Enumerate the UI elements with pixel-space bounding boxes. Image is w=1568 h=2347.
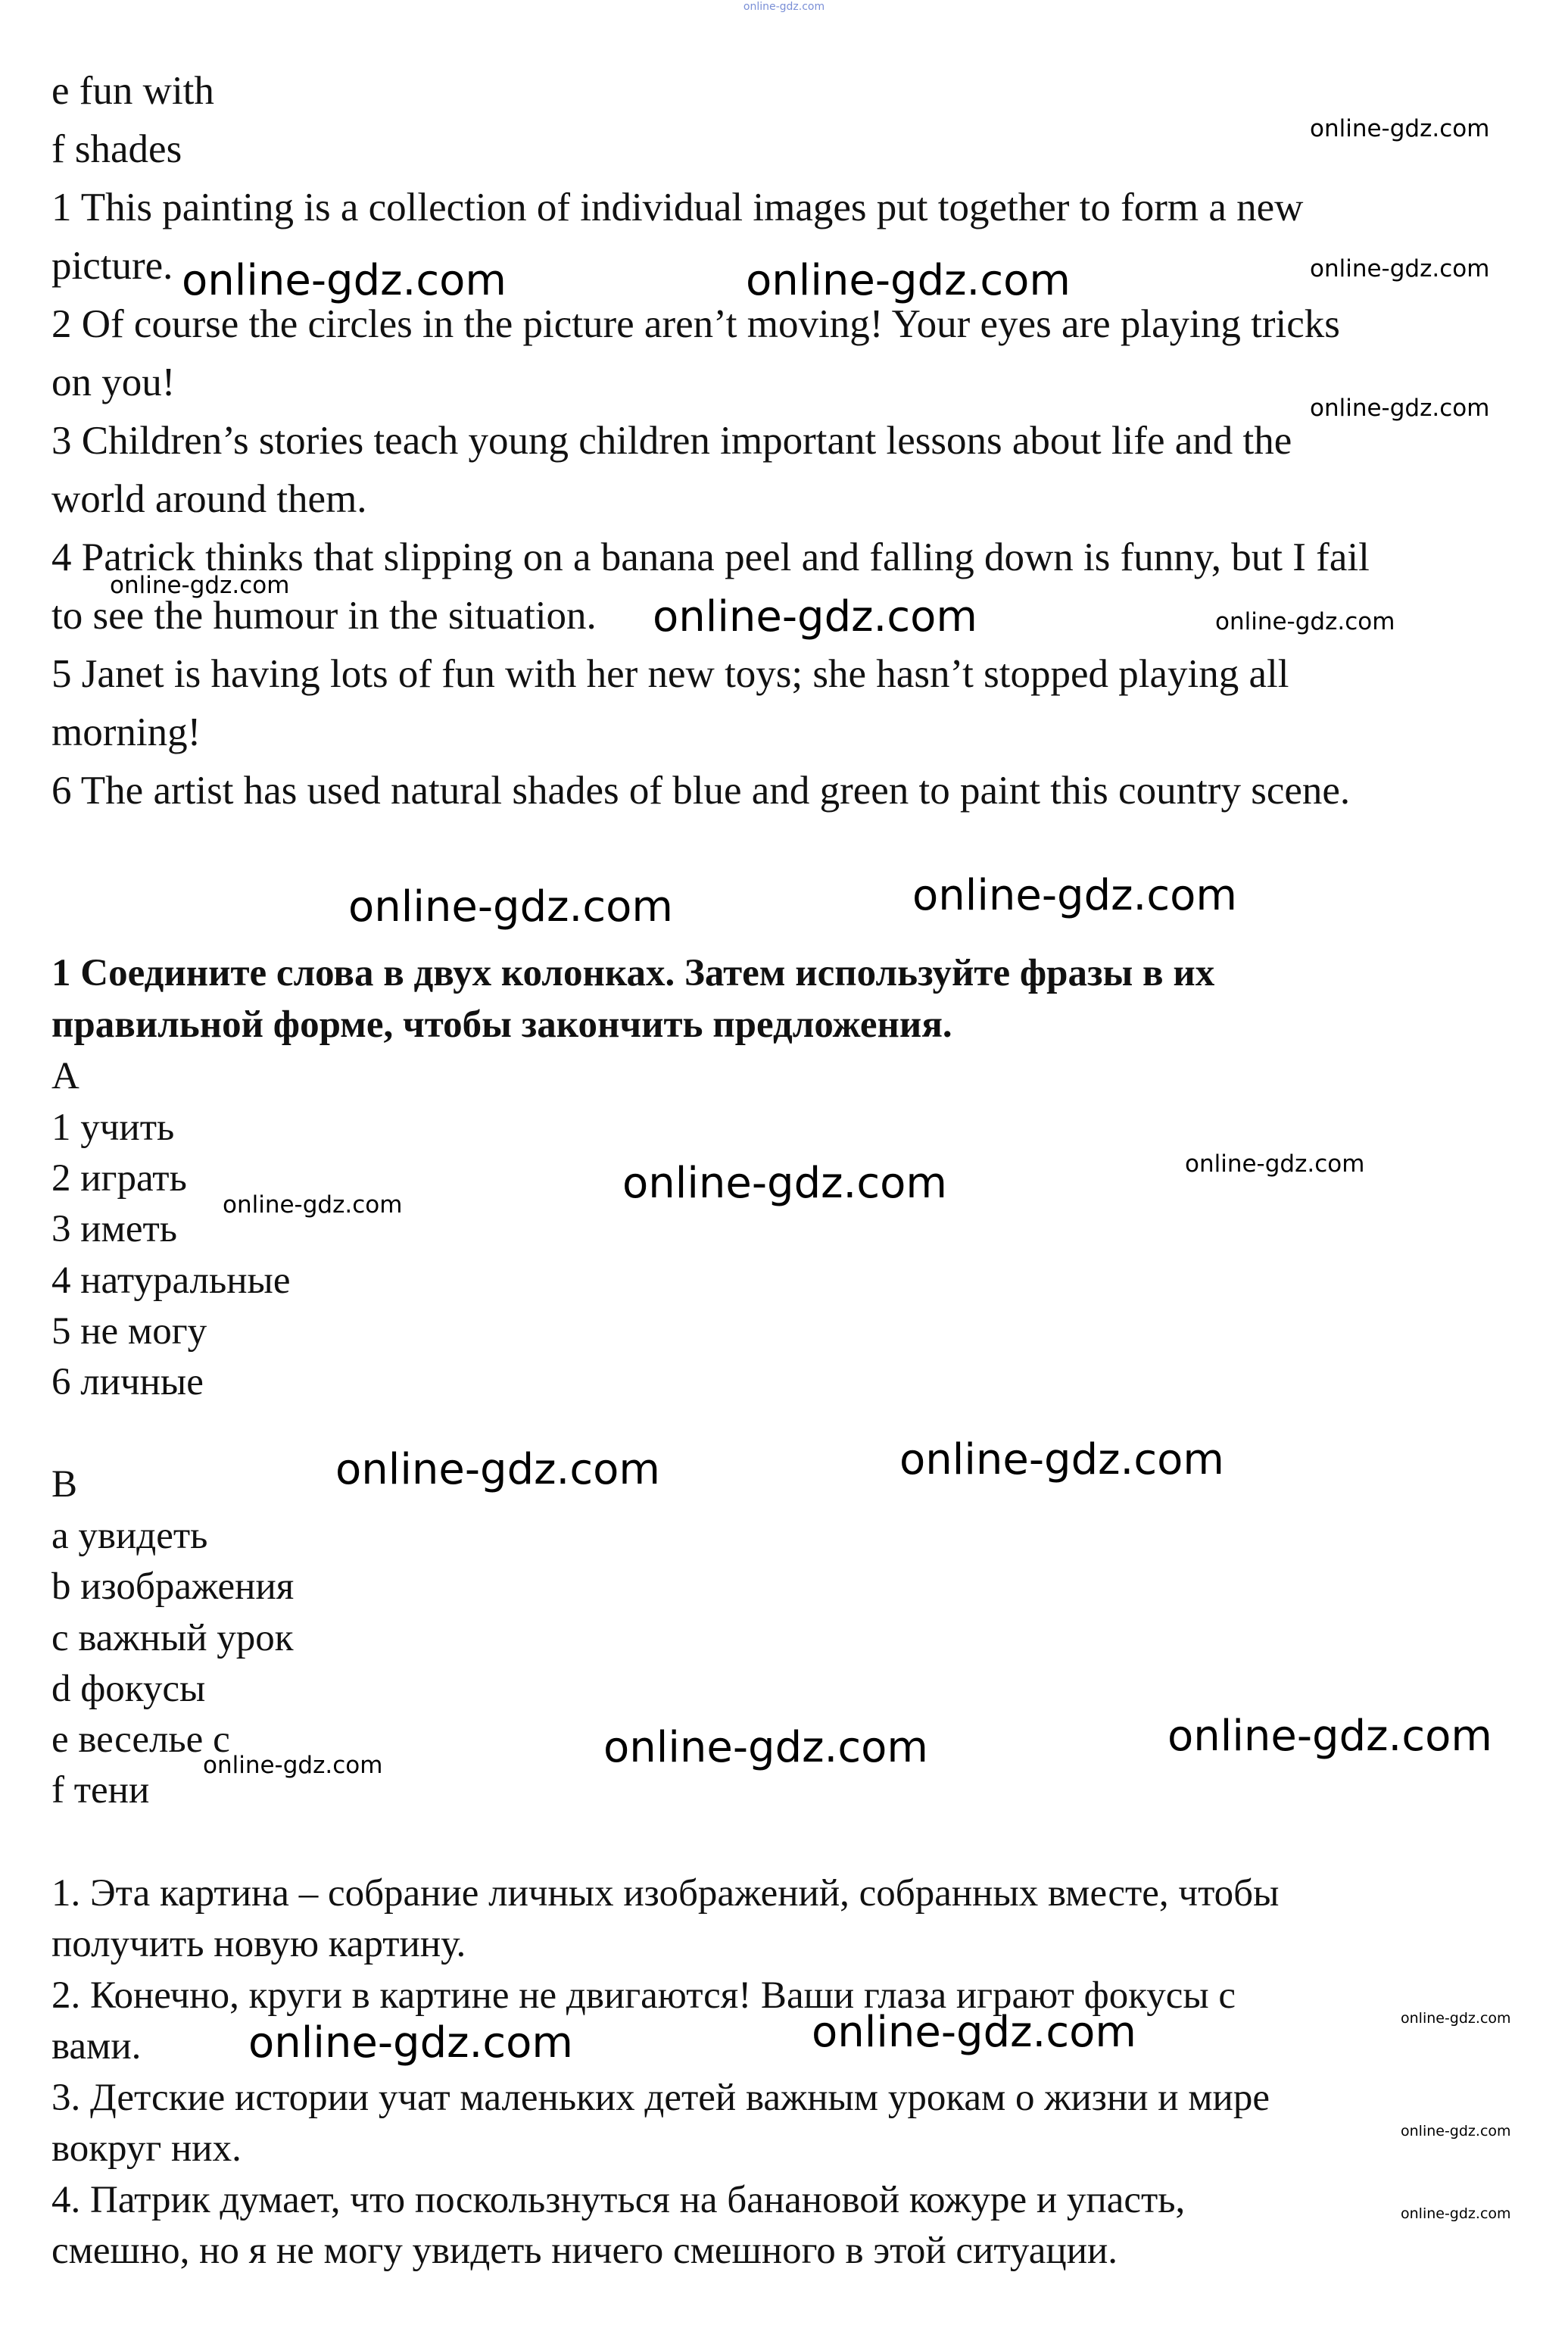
watermark: online-gdz.com bbox=[203, 1752, 383, 1779]
watermark: online-gdz.com bbox=[248, 2018, 573, 2068]
english-sentence-line: 6 The artist has used natural shades of blue and green to paint this country scene. bbox=[51, 769, 1351, 813]
watermark: online-gdz.com bbox=[653, 592, 977, 641]
translation-line: 4. Патрик думает, что поскользнуться на банановой кожуре и упасть, bbox=[51, 2179, 1186, 2221]
key-line-f: f shades bbox=[51, 127, 182, 171]
translation-line: 2. Конечно, круги в картине не двигаются! Ваши глаза играют фокусы с bbox=[51, 1974, 1236, 2017]
watermark: online-gdz.com bbox=[1215, 608, 1395, 635]
column-a-item: 5 не могу bbox=[51, 1310, 207, 1353]
watermark: online-gdz.com bbox=[603, 1723, 928, 1772]
column-b-item: a увидеть bbox=[51, 1515, 208, 1557]
english-sentence-line: world around them. bbox=[51, 477, 367, 521]
translation-line: вами. bbox=[51, 2025, 142, 2068]
watermark: online-gdz.com bbox=[1310, 255, 1490, 282]
column-a-item: 1 учить bbox=[51, 1106, 175, 1149]
translation-line: 1. Эта картина – собрание личных изображений, собранных вместе, чтобы bbox=[51, 1872, 1280, 1915]
watermark: online-gdz.com bbox=[622, 1159, 947, 1208]
translation-line: 3. Детские истории учат маленьких детей важным урокам о жизни и мире bbox=[51, 2077, 1270, 2119]
watermark: online-gdz.com bbox=[1167, 1712, 1492, 1761]
english-sentence-line: 3 Children’s stories teach young children important lessons about life and the bbox=[51, 419, 1292, 463]
task-title-line: 1 Соедините слова в двух колонках. Затем используйте фразы в их bbox=[51, 952, 1215, 994]
watermark: online-gdz.com bbox=[746, 256, 1071, 305]
watermark: online-gdz.com bbox=[1401, 2123, 1511, 2139]
watermark: online-gdz.com bbox=[912, 871, 1237, 920]
watermark: online-gdz.com bbox=[1310, 115, 1490, 142]
watermark: online-gdz.com bbox=[348, 882, 673, 932]
watermark: online-gdz.com bbox=[899, 1435, 1224, 1484]
column-a-heading: A bbox=[51, 1055, 79, 1097]
column-a-item: 3 иметь bbox=[51, 1208, 177, 1250]
watermark: online-gdz.com bbox=[335, 1445, 660, 1494]
watermark: online-gdz.com bbox=[223, 1191, 403, 1219]
english-sentence-line: morning! bbox=[51, 710, 201, 754]
watermark: online-gdz.com bbox=[182, 256, 507, 305]
column-a-item: 4 натуральные bbox=[51, 1259, 291, 1302]
watermark: online-gdz.com bbox=[110, 572, 290, 599]
column-b-item: b изображения bbox=[51, 1565, 295, 1608]
english-sentence-line: 1 This painting is a collection of individual images put together to form a new bbox=[51, 186, 1304, 229]
english-sentence-line: on you! bbox=[51, 360, 176, 404]
english-sentence-line: to see the humour in the situation. bbox=[51, 594, 597, 638]
watermark: online-gdz.com bbox=[1310, 395, 1490, 422]
watermark: online-gdz.com bbox=[1185, 1150, 1365, 1178]
column-b-item: d фокусы bbox=[51, 1668, 206, 1710]
column-b-item: f тени bbox=[51, 1769, 150, 1812]
column-b-item: e веселье с bbox=[51, 1718, 230, 1761]
column-b-heading: B bbox=[51, 1463, 78, 1506]
translation-line: вокруг них. bbox=[51, 2127, 242, 2170]
translation-line: смешно, но я не могу увидеть ничего смешного в этой ситуации. bbox=[51, 2230, 1118, 2272]
top-watermark: online-gdz.com bbox=[743, 1, 825, 13]
english-sentence-line: 2 Of course the circles in the picture aren’t moving! Your eyes are playing tricks bbox=[51, 302, 1340, 346]
watermark: online-gdz.com bbox=[1401, 2205, 1511, 2222]
english-sentence-line: picture. bbox=[51, 244, 173, 288]
english-sentence-line: 5 Janet is having lots of fun with her new toys; she hasn’t stopped playing all bbox=[51, 652, 1289, 696]
translation-line: получить новую картину. bbox=[51, 1923, 466, 1965]
column-b-item: c важный урок bbox=[51, 1617, 294, 1659]
watermark: online-gdz.com bbox=[812, 2008, 1136, 2057]
column-a-item: 2 играть bbox=[51, 1157, 187, 1200]
key-line-e: e fun with bbox=[51, 69, 214, 113]
watermark: online-gdz.com bbox=[1401, 2010, 1511, 2027]
column-a-item: 6 личные bbox=[51, 1361, 204, 1403]
task-title-line: правильной форме, чтобы закончить предложения. bbox=[51, 1003, 952, 1046]
english-sentence-line: 4 Patrick thinks that slipping on a banana peel and falling down is funny, but I fail bbox=[51, 535, 1370, 579]
